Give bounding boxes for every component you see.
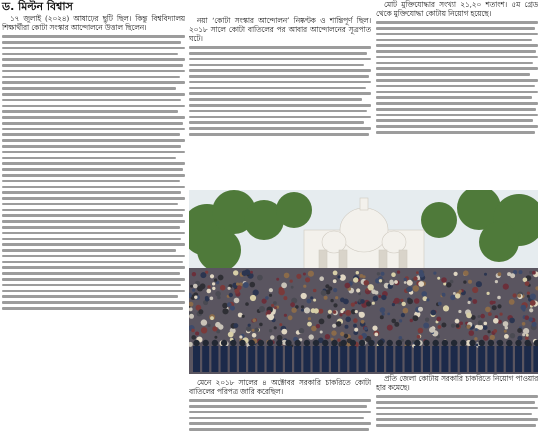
article-column-2-continued — [189, 378, 371, 440]
article-column-2 — [189, 16, 371, 190]
column-1-lead-text: ১৭ জুলাই (২০২৪) আষাঢ়ের ছুটি ছিল। কিন্তু বিশ্ববিদ্যালয় শিক্ষার্থীরা কোটা সংস্কার আন্দোলনে উত্তাল ছিলেন। — [2, 14, 185, 32]
column-3-lead-text: মোট মুক্তিযোদ্ধার সংখ্যা ২১,২০ শতাংশ। ৫ম গ্রেড থেকে মুক্তিযোদ্ধা কোটায় নিয়োগ হয়েছে। — [376, 0, 538, 18]
protest-photo-illustration — [189, 190, 538, 374]
article-column-3-continued — [376, 374, 538, 440]
byline: ড. মিল্টন বিশ্বাস — [2, 0, 73, 13]
column-2-body-text-block — [189, 46, 371, 190]
protest-photo — [189, 190, 538, 374]
column-2-bottom-body — [189, 399, 371, 440]
column-1-body-text-block — [2, 35, 185, 435]
article-column-1 — [2, 14, 185, 440]
column-3-bottom-body — [376, 395, 538, 440]
column-2-bottom-text: মেনে ২০১৮ সালের ৪ অক্টোবর সরকারি চাকরিতে কোটা বাতিলের পরিপত্র জারি করেছিল। — [189, 378, 371, 396]
column-3-bottom-text: প্রতি জেলা কোটায় সরকারি চাকরিতে নিয়োগ পাওয়ার হার কমেছে। — [376, 374, 538, 392]
column-2-lead-text: নয়া ‘কোটা সংস্কার আন্দোলন’ নিষ্কণ্টক ও শান্তিপূর্ণ ছিল। ২০১৮ সালে কোটা বাতিলের পর আবার আন্দোলনের সূত্রপাত ঘটে। — [189, 16, 371, 43]
